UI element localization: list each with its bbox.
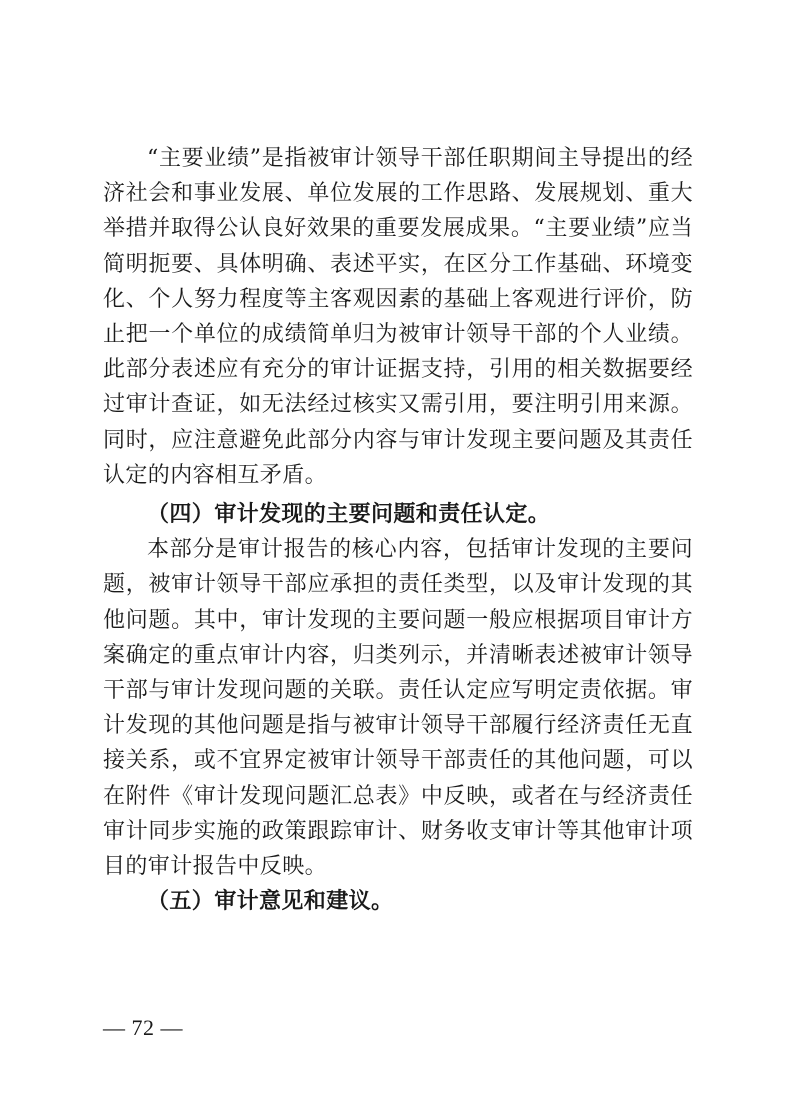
document-body bbox=[103, 141, 693, 919]
section-heading-four: （四）审计发现的主要问题和责任认定。 bbox=[147, 502, 551, 528]
page-number: — 72 — bbox=[103, 1015, 183, 1040]
section-heading-five: （五）审计意见和建议。 bbox=[147, 889, 394, 915]
paragraph-main-achievements: “主要业绩”是指被审计领导干部任职期间主导提出的经济社会和事业发展、单位发展的工作思路、发展规划、重大举措并取得公认良好效果的重要发展成果。“主要业绩”应当简明扼要、具体明确、表述平实，在区分工作基础、环境变化、个人努力程度等主客观因素的基础上客观进行评价，防止把一个单位的成绩简单归为被审计领导干部的个人业绩。此部分表述应有充分的审计证据支持，引用的相关数据要经过审计查证，如无法经过核实又需引用，要注明引用来源。同时，应注意避免此部分内容与审计发现主要问题及其责任认定的内容相互矛盾。 bbox=[103, 146, 693, 488]
paragraph-audit-findings: 本部分是审计报告的核心内容，包括审计发现的主要问题，被审计领导干部应承担的责任类型，以及审计发现的其他问题。其中，审计发现的主要问题一般应根据项目审计方案确定的重点审计内容，归类列示，并清晰表述被审计领导干部与审计发现问题的关联。责任认定应写明定责依据。审计发现的其他问题是指与被审计领导干部履行经济责任无直接关系，或不宜界定被审计领导干部责任的其他问题，可以在附件《审计发现问题汇总表》中反映，或者在与经济责任审计同步实施的政策跟踪审计、财务收支审计等其他审计项目的审计报告中反映。 bbox=[103, 537, 693, 880]
